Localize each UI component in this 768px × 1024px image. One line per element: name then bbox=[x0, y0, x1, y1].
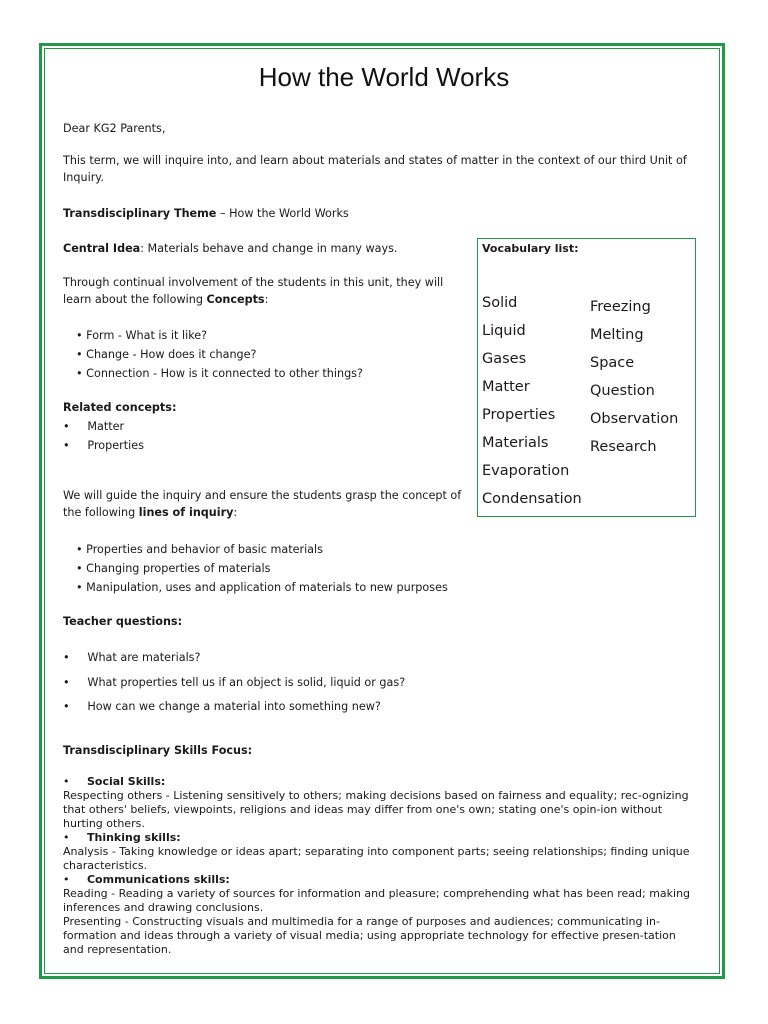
concept-item: • Connection - How is it connected to other things? bbox=[76, 367, 363, 380]
related-text: Matter bbox=[87, 420, 125, 433]
vocab-word: Observation bbox=[590, 411, 679, 427]
social-heading-text: Social Skills: bbox=[86, 775, 166, 788]
vocab-word: Condensation bbox=[482, 491, 582, 507]
theme-value: – How the World Works bbox=[216, 207, 349, 220]
related-concepts-heading: Related concepts: bbox=[63, 401, 177, 414]
vocab-word: Evaporation bbox=[482, 463, 570, 479]
vocabulary-title: Vocabulary list: bbox=[482, 242, 579, 255]
related-text: Properties bbox=[87, 439, 144, 452]
thinking-skills-text: Analysis - Taking knowledge or ideas apart; separating into component parts; seeing relationships; finding unique characteristics. bbox=[63, 845, 690, 872]
intro-paragraph: This term, we will inquire into, and learn about materials and states of matter in the context of our third Unit of Inquiry. bbox=[63, 154, 687, 184]
lines-intro-text: We will guide the inquiry and ensure the students grasp the concept of the following bbox=[63, 489, 462, 519]
vocab-word: Question bbox=[590, 383, 655, 399]
skills-section bbox=[63, 775, 693, 957]
social-skills-heading: • Social Skills: bbox=[63, 775, 166, 788]
concept-item: • Change - How does it change? bbox=[76, 348, 257, 361]
question-text: How can we change a material into something new? bbox=[87, 700, 381, 713]
skills-heading bbox=[63, 742, 252, 759]
lines-intro bbox=[63, 487, 468, 521]
theme-label: Transdisciplinary Theme bbox=[63, 207, 217, 220]
concept-item: • Form - What is it like? bbox=[76, 329, 208, 342]
vocab-word: Space bbox=[590, 355, 635, 371]
lines-bold: lines of inquiry bbox=[138, 506, 234, 519]
vocab-word: Gases bbox=[482, 351, 527, 367]
teacher-questions-heading: Teacher questions: bbox=[63, 615, 183, 628]
concept-text: Form - What is it like? bbox=[86, 329, 208, 342]
inquiry-line-text: Properties and behavior of basic materials bbox=[86, 543, 323, 556]
question-text: What properties tell us if an object is solid, liquid or gas? bbox=[87, 676, 406, 689]
comm-skills-heading: • Communications skills: bbox=[63, 873, 230, 886]
comm-presenting-text: Presenting - Constructing visuals and multimedia for a range of purposes and audiences; communicating in-formation and ideas through a variety of visual media; using appropriate technology for effective presen-tation and representation. bbox=[63, 915, 676, 956]
vocab-word: Liquid bbox=[482, 323, 526, 339]
related-item: • Properties bbox=[63, 439, 144, 452]
theme-line bbox=[63, 205, 349, 222]
inquiry-line-item: • Manipulation, uses and application of materials to new purposes bbox=[76, 581, 448, 594]
vocab-word: Materials bbox=[482, 435, 549, 451]
question-item: • What are materials? bbox=[63, 651, 201, 664]
vocab-word: Freezing bbox=[590, 299, 651, 315]
concept-text: Connection - How is it connected to other things? bbox=[86, 367, 363, 380]
central-idea-line bbox=[63, 240, 398, 257]
concepts-colon: : bbox=[264, 293, 269, 306]
greeting: Dear KG2 Parents, bbox=[63, 122, 166, 135]
inquiry-line-item: • Properties and behavior of basic materials bbox=[76, 543, 323, 556]
question-text: What are materials? bbox=[87, 651, 201, 664]
inquiry-line-text: Manipulation, uses and application of materials to new purposes bbox=[86, 581, 448, 594]
social-skills-text: Respecting others - Listening sensitively to others; making decisions based on fairness and equality; rec-ognizing that others' beliefs, viewpoints, religions and ideas may differ from one's own; stating one's opin-ion without hurting others. bbox=[63, 789, 689, 830]
page-title: How the World Works bbox=[258, 62, 510, 92]
concepts-bold: Concepts bbox=[206, 293, 265, 306]
related-item: • Matter bbox=[63, 420, 125, 433]
lines-colon: : bbox=[233, 506, 238, 519]
vocab-word: Matter bbox=[482, 379, 530, 395]
vocab-word: Research bbox=[590, 439, 657, 455]
inquiry-line-item: • Changing properties of materials bbox=[76, 562, 271, 575]
thinking-heading-text: Thinking skills: bbox=[86, 831, 181, 844]
concept-text: Change - How does it change? bbox=[86, 348, 257, 361]
question-item: • What properties tell us if an object is solid, liquid or gas? bbox=[63, 676, 406, 689]
question-item: • How can we change a material into something new? bbox=[63, 700, 381, 713]
vocab-word: Properties bbox=[482, 407, 556, 423]
vocab-word: Melting bbox=[590, 327, 644, 343]
comm-heading-text: Communications skills: bbox=[86, 873, 230, 886]
inquiry-line-text: Changing properties of materials bbox=[86, 562, 271, 575]
comm-reading-text: Reading - Reading a variety of sources for information and pleasure; comprehending what has been read; making inferences and drawing conclusions. bbox=[63, 887, 691, 914]
skills-heading-text: Transdisciplinary Skills Focus: bbox=[63, 744, 253, 757]
central-idea-value: : Materials behave and change in many ways. bbox=[140, 242, 398, 255]
concepts-intro-text: Through continual involvement of the students in this unit, they will learn about the following bbox=[63, 276, 444, 306]
vocab-word: Solid bbox=[482, 295, 518, 311]
concepts-intro bbox=[63, 274, 468, 308]
thinking-skills-heading: • Thinking skills: bbox=[63, 831, 181, 844]
central-idea-label: Central Idea bbox=[63, 242, 141, 255]
